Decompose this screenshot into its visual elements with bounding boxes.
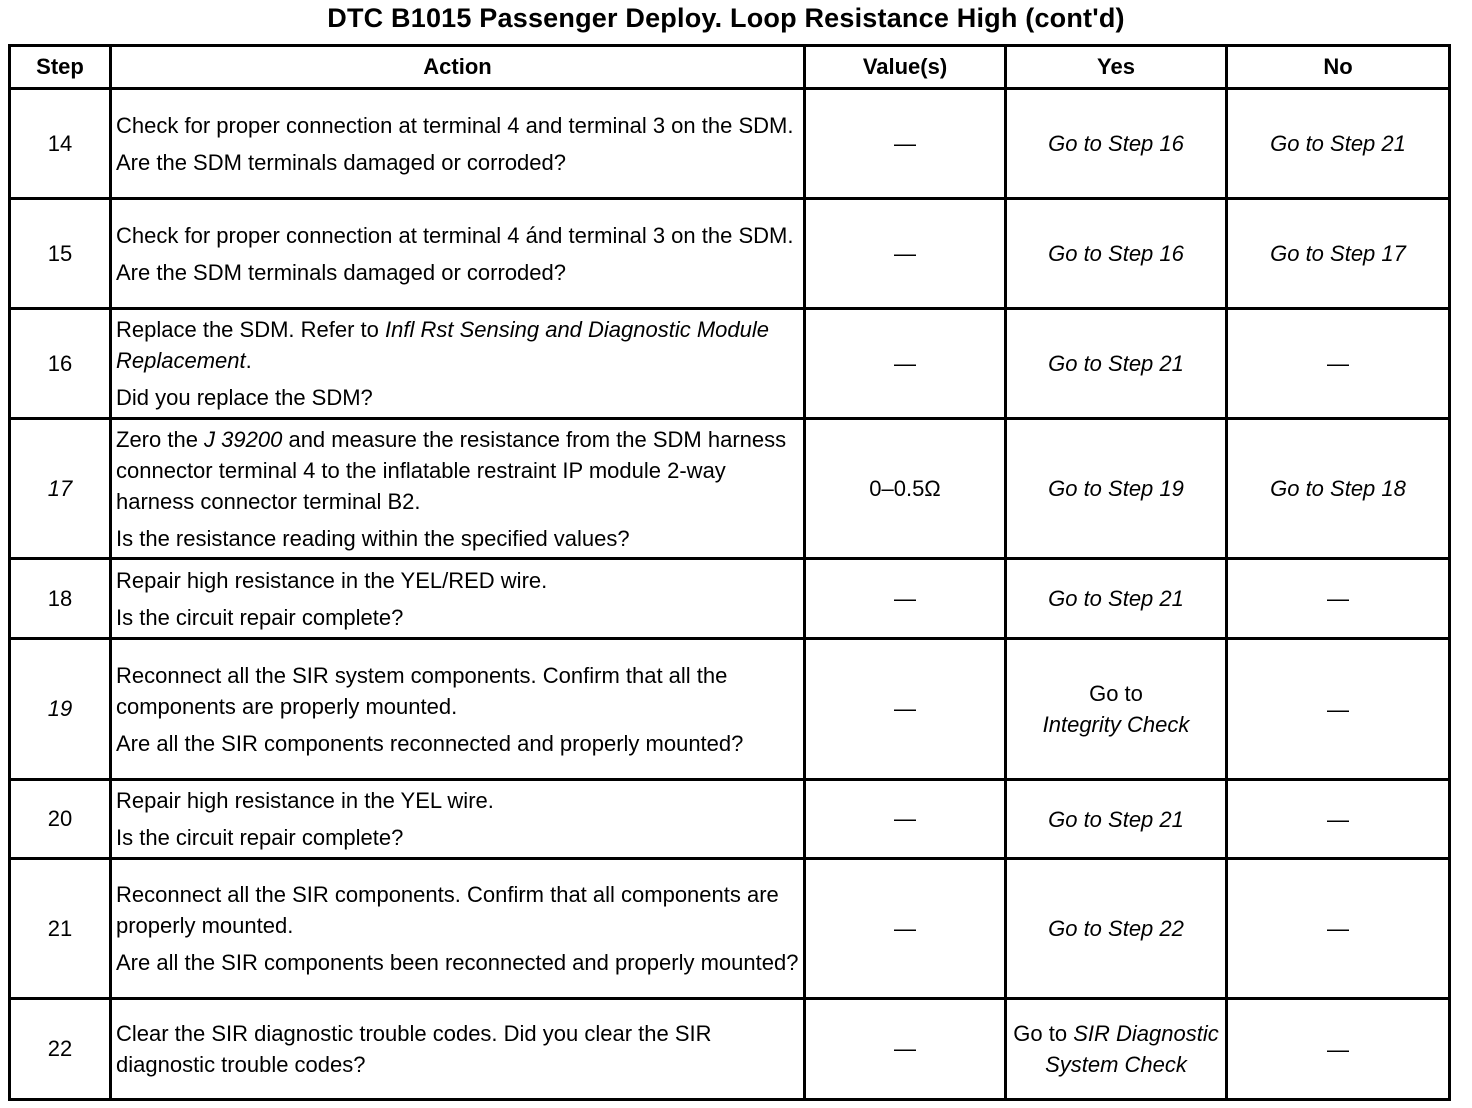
action-instruction: Zero the J 39200 and measure the resistance from the SDM harness connector terminal 4 to the inflatable restraint IP module 2-way harness connector terminal B2.: [116, 426, 787, 514]
yes-cell: Go to Step 21: [1006, 780, 1227, 859]
integrity-check-link[interactable]: Integrity Check: [1042, 712, 1190, 737]
step-number: 19: [10, 639, 111, 780]
no-cell: —: [1227, 780, 1450, 859]
value-cell: —: [805, 89, 1006, 199]
table-row: [10, 859, 1450, 999]
action-cell: [111, 199, 805, 309]
action-instruction: Replace the SDM. Refer to Infl Rst Sensing and Diagnostic Module Replacement.: [116, 317, 770, 373]
table-row: [10, 639, 1450, 780]
page-title: DTC B1015 Passenger Deploy. Loop Resistance High (cont'd): [327, 3, 1125, 33]
value-cell: —: [805, 639, 1006, 780]
action-cell: [111, 859, 805, 999]
header-no: No: [1227, 46, 1450, 89]
header-step: Step: [10, 46, 111, 89]
yes-cell: [1006, 999, 1227, 1100]
header-action: Action: [111, 46, 805, 89]
value-cell: —: [805, 780, 1006, 859]
yes-cell: Go to Step 16: [1006, 199, 1227, 309]
no-cell: Go to Step 17: [1227, 199, 1450, 309]
value-cell: —: [805, 309, 1006, 419]
step-number: 18: [10, 559, 111, 639]
yes-cell: Go to Step 21: [1006, 559, 1227, 639]
sir-diagnostic-system-check-link[interactable]: SIR Diagnostic System Check: [1045, 1021, 1219, 1077]
tool-reference: J 39200: [204, 426, 283, 452]
action-cell: [111, 639, 805, 780]
no-cell: —: [1227, 559, 1450, 639]
yes-goto-label: Go to: [1013, 1021, 1074, 1046]
no-cell: Go to Step 18: [1227, 419, 1450, 559]
step-number: 16: [10, 309, 111, 419]
action-cell: [111, 419, 805, 559]
action-instruction: Check for proper connection at terminal 4 ánd terminal 3 on the SDM.: [116, 222, 794, 248]
action-question: Is the circuit repair complete?: [116, 604, 404, 630]
step-number: 17: [10, 419, 111, 559]
procedure-reference: Infl Rst Sensing and Diagnostic Module Replacement: [116, 317, 770, 373]
action-instruction: Reconnect all the SIR components. Confirm that all components are properly mounted.: [116, 882, 779, 938]
table-row: [10, 89, 1450, 199]
value-cell: 0–0.5Ω: [805, 419, 1006, 559]
value-cell: —: [805, 559, 1006, 639]
action-instruction: Check for proper connection at terminal 4 and terminal 3 on the SDM.: [116, 112, 794, 138]
action-question: Are the SDM terminals damaged or corroded?: [116, 259, 566, 285]
action-cell: [111, 780, 805, 859]
value-cell: —: [805, 859, 1006, 999]
action-instruction: Repair high resistance in the YEL/RED wire.: [116, 567, 548, 593]
header-yes: Yes: [1006, 46, 1227, 89]
header-values: Value(s): [805, 46, 1006, 89]
action-cell: [111, 559, 805, 639]
action-cell: [111, 999, 805, 1100]
table-row: [10, 199, 1450, 309]
yes-goto-label: Go to: [1089, 681, 1143, 706]
step-number: 22: [10, 999, 111, 1100]
value-cell: —: [805, 999, 1006, 1100]
no-cell: —: [1227, 999, 1450, 1100]
action-instruction: Repair high resistance in the YEL wire.: [116, 788, 494, 813]
no-cell: Go to Step 21: [1227, 89, 1450, 199]
step-number: 20: [10, 780, 111, 859]
no-cell: —: [1227, 859, 1450, 999]
action-question: Is the circuit repair complete?: [116, 825, 404, 850]
action-instruction: Reconnect all the SIR system components. Confirm that all the components are properly mounted.: [116, 662, 728, 719]
diagnostic-table: [8, 44, 1451, 1101]
table-row: [10, 419, 1450, 559]
step-number: 14: [10, 89, 111, 199]
action-question: Are the SDM terminals damaged or corroded?: [116, 149, 566, 175]
action-cell: [111, 309, 805, 419]
action-question: Did you replace the SDM?: [116, 385, 373, 410]
table-row: [10, 999, 1450, 1100]
no-cell: —: [1227, 309, 1450, 419]
table-row: [10, 559, 1450, 639]
table-row: [10, 309, 1450, 419]
yes-cell: Go to Step 19: [1006, 419, 1227, 559]
action-cell: [111, 89, 805, 199]
action-instruction: Clear the SIR diagnostic trouble codes. Did you clear the SIR diagnostic trouble codes?: [116, 1021, 712, 1077]
value-cell: —: [805, 199, 1006, 309]
action-question: Are all the SIR components reconnected and properly mounted?: [116, 730, 744, 756]
table-row: [10, 780, 1450, 859]
yes-cell: Go to Step 21: [1006, 309, 1227, 419]
no-cell: —: [1227, 639, 1450, 780]
yes-cell: Go to Step 16: [1006, 89, 1227, 199]
action-question: Are all the SIR components been reconnected and properly mounted?: [116, 950, 799, 975]
yes-cell: Go to Step 22: [1006, 859, 1227, 999]
yes-cell: [1006, 639, 1227, 780]
step-number: 15: [10, 199, 111, 309]
header-row: [10, 46, 1450, 89]
step-number: 21: [10, 859, 111, 999]
action-question: Is the resistance reading within the specified values?: [116, 525, 630, 551]
